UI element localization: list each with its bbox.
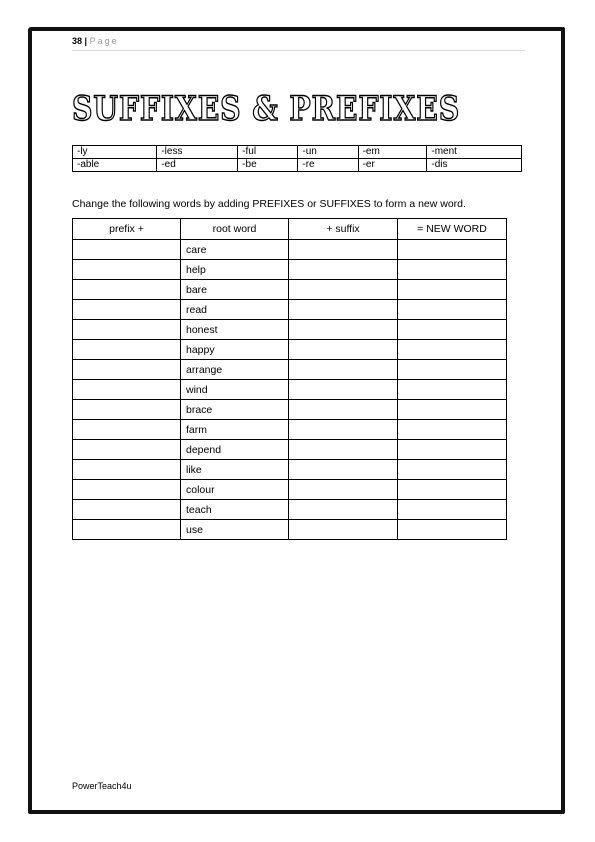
worksheet-row xyxy=(73,360,507,380)
prefix-blank-cell[interactable] xyxy=(73,320,181,340)
footer-brand: PowerTeach4u xyxy=(72,781,132,791)
prefix-blank-cell[interactable] xyxy=(73,440,181,460)
new-word-blank-cell[interactable] xyxy=(398,500,507,520)
worksheet-row xyxy=(73,460,507,480)
new-word-blank-cell[interactable] xyxy=(398,380,507,400)
new-word-blank-cell[interactable] xyxy=(398,280,507,300)
suffix-blank-cell[interactable] xyxy=(289,340,398,360)
affix-cell: -er xyxy=(358,159,427,172)
prefix-blank-cell[interactable] xyxy=(73,500,181,520)
title-text: SUFFIXES & PREFIXES xyxy=(72,89,460,129)
prefix-blank-cell[interactable] xyxy=(73,480,181,500)
affix-cell: -ed xyxy=(157,159,238,172)
affix-row xyxy=(73,159,522,172)
root-word-cell: care xyxy=(181,240,289,260)
worksheet-row xyxy=(73,240,507,260)
root-word-cell: farm xyxy=(181,420,289,440)
affix-cell: -be xyxy=(238,159,298,172)
worksheet-row xyxy=(73,440,507,460)
new-word-blank-cell[interactable] xyxy=(398,420,507,440)
page-header xyxy=(72,36,525,51)
suffix-blank-cell[interactable] xyxy=(289,240,398,260)
root-word-cell: depend xyxy=(181,440,289,460)
worksheet-row xyxy=(73,420,507,440)
new-word-blank-cell[interactable] xyxy=(398,360,507,380)
new-word-blank-cell[interactable] xyxy=(398,400,507,420)
worksheet-row xyxy=(73,280,507,300)
worksheet-table xyxy=(72,218,507,540)
prefix-blank-cell[interactable] xyxy=(73,300,181,320)
new-word-blank-cell[interactable] xyxy=(398,460,507,480)
affix-cell: -less xyxy=(157,146,238,159)
root-word-cell: happy xyxy=(181,340,289,360)
root-word-cell: brace xyxy=(181,400,289,420)
header-separator: | xyxy=(84,36,88,46)
prefix-blank-cell[interactable] xyxy=(73,360,181,380)
header-new-word: = NEW WORD xyxy=(398,219,507,240)
root-word-cell: arrange xyxy=(181,360,289,380)
root-word-cell: honest xyxy=(181,320,289,340)
suffix-blank-cell[interactable] xyxy=(289,320,398,340)
worksheet-row xyxy=(73,480,507,500)
affix-cell: -re xyxy=(298,159,358,172)
worksheet-row xyxy=(73,400,507,420)
prefix-blank-cell[interactable] xyxy=(73,280,181,300)
suffix-blank-cell[interactable] xyxy=(289,520,398,540)
affix-cell: -un xyxy=(298,146,358,159)
affix-cell: -em xyxy=(358,146,427,159)
new-word-blank-cell[interactable] xyxy=(398,440,507,460)
root-word-cell: like xyxy=(181,460,289,480)
root-word-cell: read xyxy=(181,300,289,320)
suffix-blank-cell[interactable] xyxy=(289,300,398,320)
suffix-blank-cell[interactable] xyxy=(289,400,398,420)
new-word-blank-cell[interactable] xyxy=(398,480,507,500)
prefix-blank-cell[interactable] xyxy=(73,400,181,420)
header-prefix: prefix + xyxy=(73,219,181,240)
page-number: 38 xyxy=(72,36,83,46)
suffix-blank-cell[interactable] xyxy=(289,440,398,460)
suffix-blank-cell[interactable] xyxy=(289,260,398,280)
prefix-blank-cell[interactable] xyxy=(73,380,181,400)
suffix-blank-cell[interactable] xyxy=(289,460,398,480)
affix-cell: -dis xyxy=(427,159,522,172)
suffix-blank-cell[interactable] xyxy=(289,280,398,300)
affix-cell: -able xyxy=(73,159,157,172)
root-word-cell: bare xyxy=(181,280,289,300)
new-word-blank-cell[interactable] xyxy=(398,320,507,340)
worksheet-header-row xyxy=(73,219,507,240)
page-label: Page xyxy=(89,36,119,46)
worksheet-title xyxy=(70,84,470,130)
prefix-blank-cell[interactable] xyxy=(73,520,181,540)
new-word-blank-cell[interactable] xyxy=(398,340,507,360)
worksheet-row xyxy=(73,380,507,400)
new-word-blank-cell[interactable] xyxy=(398,520,507,540)
worksheet-row xyxy=(73,340,507,360)
affix-table xyxy=(72,145,522,172)
suffix-blank-cell[interactable] xyxy=(289,380,398,400)
instructions: Change the following words by adding PREFIXES or SUFFIXES to form a new word. xyxy=(72,198,466,210)
prefix-blank-cell[interactable] xyxy=(73,340,181,360)
root-word-cell: use xyxy=(181,520,289,540)
prefix-blank-cell[interactable] xyxy=(73,240,181,260)
root-word-cell: wind xyxy=(181,380,289,400)
root-word-cell: help xyxy=(181,260,289,280)
header-suffix: + suffix xyxy=(289,219,398,240)
affix-cell: -ly xyxy=(73,146,157,159)
affix-cell: -ment xyxy=(427,146,522,159)
root-word-cell: teach xyxy=(181,500,289,520)
prefix-blank-cell[interactable] xyxy=(73,460,181,480)
worksheet-row xyxy=(73,520,507,540)
suffix-blank-cell[interactable] xyxy=(289,480,398,500)
new-word-blank-cell[interactable] xyxy=(398,260,507,280)
root-word-cell: colour xyxy=(181,480,289,500)
affix-cell: -ful xyxy=(238,146,298,159)
suffix-blank-cell[interactable] xyxy=(289,500,398,520)
affix-row xyxy=(73,146,522,159)
worksheet-row xyxy=(73,260,507,280)
suffix-blank-cell[interactable] xyxy=(289,360,398,380)
new-word-blank-cell[interactable] xyxy=(398,240,507,260)
worksheet-row xyxy=(73,500,507,520)
prefix-blank-cell[interactable] xyxy=(73,420,181,440)
suffix-blank-cell[interactable] xyxy=(289,420,398,440)
header-root-word: root word xyxy=(181,219,289,240)
worksheet-row xyxy=(73,320,507,340)
prefix-blank-cell[interactable] xyxy=(73,260,181,280)
worksheet-row xyxy=(73,300,507,320)
new-word-blank-cell[interactable] xyxy=(398,300,507,320)
